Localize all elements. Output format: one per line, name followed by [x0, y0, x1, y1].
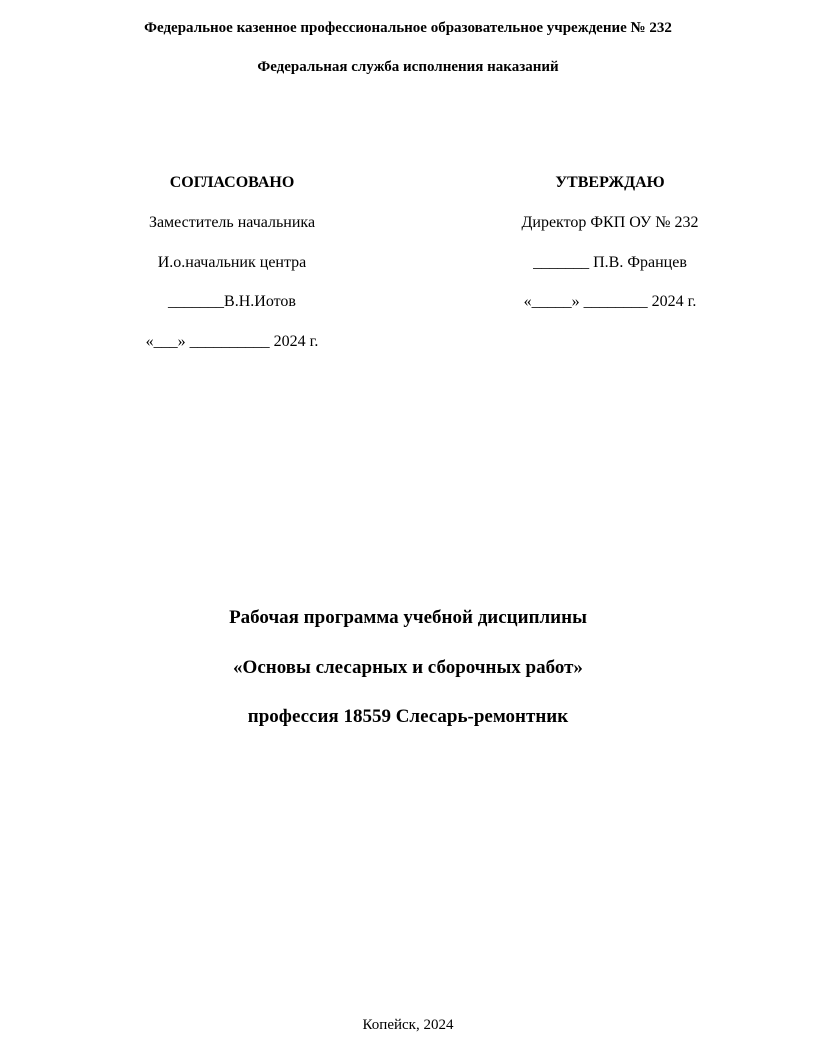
- approval-right-signature: _______ П.В. Францев: [533, 254, 687, 271]
- document-title-line-1: Рабочая программа учебной дисциплины: [229, 607, 587, 628]
- institution-name: Федеральное казенное профессиональное образовательное учреждение № 232: [144, 20, 672, 36]
- approval-left-position: Заместитель начальника: [148, 214, 316, 231]
- approval-right-position: Директор ФКП ОУ № 232: [521, 214, 699, 231]
- place-and-year: Копейск, 2024: [362, 1017, 454, 1033]
- approval-left-signature: _______В.Н.Иотов: [168, 293, 296, 310]
- approval-left-date: «___» __________ 2024 г.: [145, 333, 319, 350]
- document-title-line-2: «Основы слесарных и сборочных работ»: [233, 657, 583, 678]
- approval-left-role: И.о.начальник центра: [157, 254, 307, 271]
- service-name: Федеральная служба исполнения наказаний: [257, 59, 559, 75]
- document-title-line-3: профессия 18559 Слесарь-ремонтник: [247, 706, 569, 727]
- approval-left-heading: СОГЛАСОВАНО: [169, 174, 295, 191]
- approval-right-date: «_____» ________ 2024 г.: [523, 293, 697, 310]
- approval-right-heading: УТВЕРЖДАЮ: [555, 174, 665, 191]
